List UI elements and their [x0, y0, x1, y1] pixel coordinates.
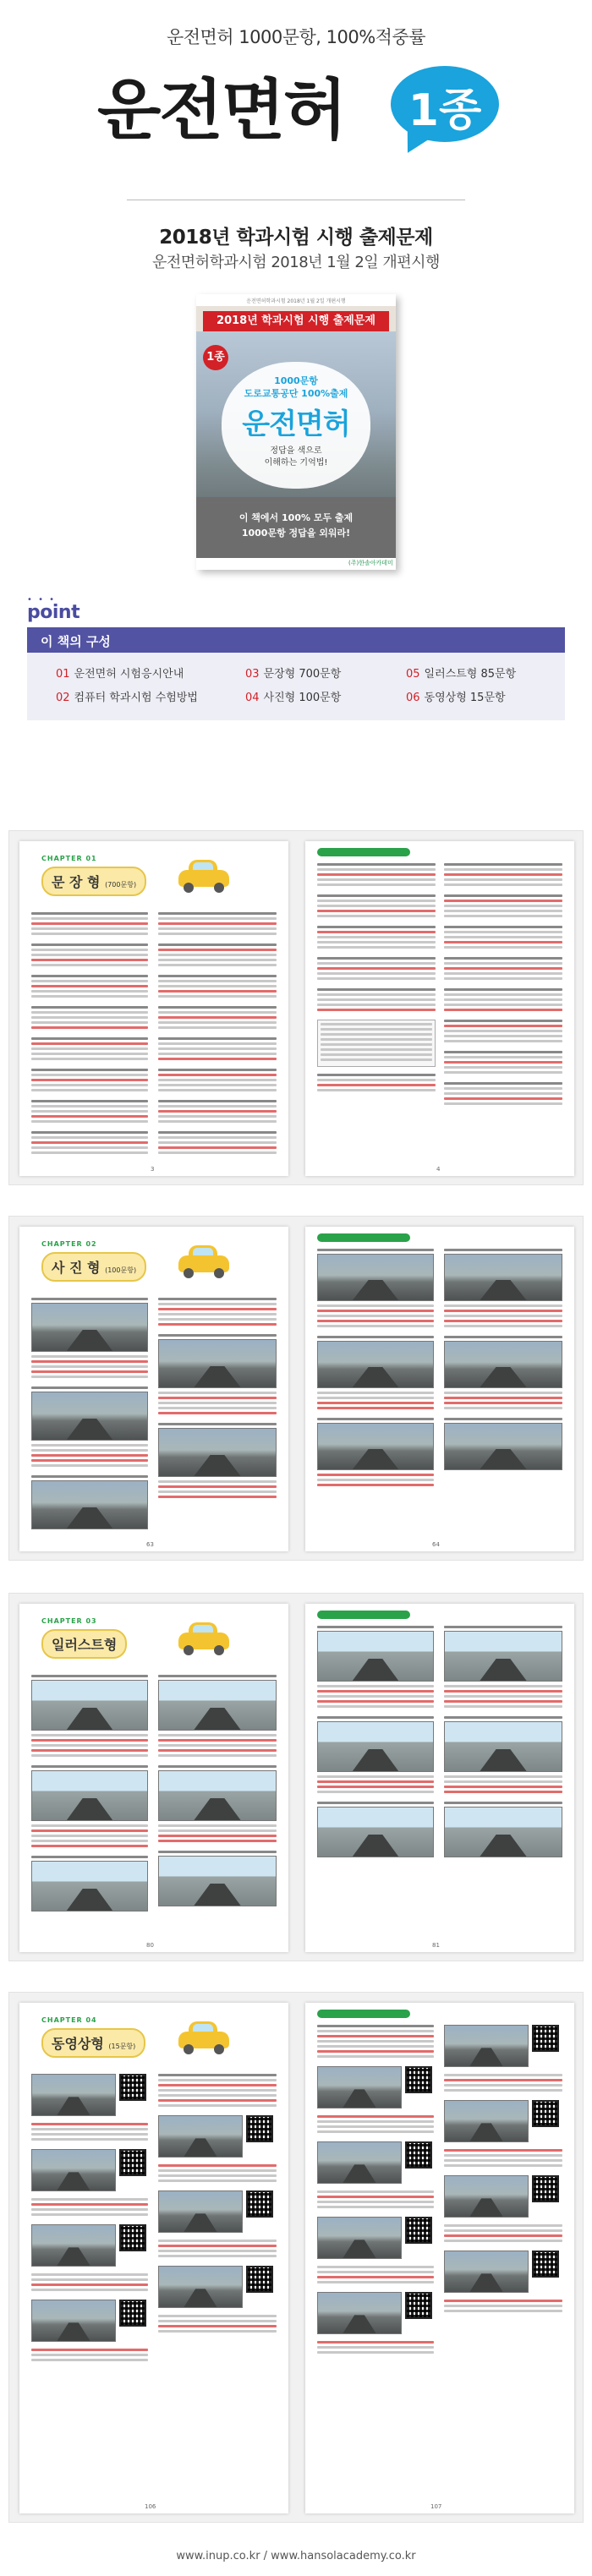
qr-code-icon [532, 2025, 559, 2052]
road-photo [158, 1339, 277, 1388]
sample-page-right [305, 2003, 574, 2513]
toc-heading: 이 책의 구성 [41, 634, 111, 649]
chapter-title: 문 장 형 (700문항) [41, 867, 146, 896]
qr-code-icon [246, 2115, 273, 2142]
qr-code-icon [119, 2149, 146, 2176]
road-photo [31, 1303, 148, 1352]
video-still [158, 2190, 243, 2233]
illustration [31, 1770, 148, 1821]
qr-code-icon [532, 2100, 559, 2127]
illustration [158, 1680, 277, 1731]
qr-code-icon [246, 2190, 273, 2218]
question-column [317, 863, 436, 1100]
sample-spread-chapter2 [8, 1216, 584, 1561]
publisher-logo: (주)한솔아카데미 [348, 560, 393, 566]
question-column [444, 1249, 562, 1474]
sample-spread-chapter4 [8, 1992, 584, 2523]
video-still [31, 2074, 116, 2116]
qr-code-icon [405, 2217, 432, 2244]
illustration [444, 1631, 562, 1682]
chapter-label: CHAPTER 02 [41, 1240, 97, 1248]
question-column [158, 912, 277, 1162]
illustration [444, 1807, 562, 1857]
qr-code-icon [532, 2175, 559, 2202]
video-still [31, 2149, 116, 2191]
illustration [31, 1861, 148, 1911]
page-header-strip [317, 848, 410, 856]
chapter-title: 사 진 형 (100문항) [41, 1252, 146, 1282]
qr-code-icon [405, 2066, 432, 2093]
cover-top-band: 운전면허학과시험 2018년 1월 2일 개편시행 [246, 298, 346, 304]
hero-badge: 1종 [408, 85, 482, 136]
video-still [444, 2025, 529, 2067]
page-number: 3 [151, 1166, 155, 1173]
toc-item: 05 일러스트형 85문항 [406, 668, 517, 681]
video-still [31, 2300, 116, 2342]
sample-page-left [19, 1604, 288, 1952]
illustration [158, 1856, 277, 1906]
video-still [317, 2141, 402, 2184]
video-question-column [317, 2025, 434, 2362]
illustration [317, 1807, 434, 1857]
question-column [31, 912, 148, 1162]
car-icon [172, 2016, 236, 2055]
cover-ribbon: 2018년 학과시험 시행 출제문제 [203, 311, 389, 331]
car-icon [172, 855, 236, 894]
cover-badge: 1종 [203, 345, 228, 370]
toc-item: 06 동영상형 15문항 [406, 692, 506, 704]
hero-subheadline: 운전면허학과시험 2018년 1월 2일 개편시행 [152, 254, 440, 271]
sample-page-right [305, 841, 574, 1176]
sample-spread-chapter1 [8, 830, 584, 1185]
question-column [444, 863, 562, 1113]
question-column [158, 1675, 277, 1910]
road-photo [317, 1423, 434, 1470]
question-column [31, 1298, 148, 1533]
illustration [317, 1721, 434, 1772]
explanation-box [317, 1020, 436, 1067]
sample-page-left [19, 2003, 288, 2513]
footer-url[interactable]: www.inup.co.kr / www.hansolacademy.co.kr [176, 2550, 416, 2562]
point-label: point [27, 602, 80, 623]
cover-line5: 이해하는 기억법! [264, 458, 328, 468]
video-still [317, 2217, 402, 2259]
qr-code-icon [405, 2141, 432, 2169]
qr-code-icon [405, 2292, 432, 2319]
chapter-label: CHAPTER 04 [41, 2016, 97, 2024]
video-question-column [444, 2025, 562, 2321]
road-photo [31, 1480, 148, 1529]
cover-bottom2: 1000문항 정답을 외워라! [241, 528, 351, 539]
toc-item: 04 사진형 100문항 [245, 692, 342, 704]
cover-bottom1: 이 책에서 100% 모두 출제 [238, 512, 354, 523]
book-cover-image [196, 294, 396, 570]
road-photo [158, 1428, 277, 1477]
qr-code-icon [119, 2224, 146, 2251]
car-icon [172, 1240, 236, 1279]
video-still [158, 2266, 243, 2308]
toc-item: 03 문장형 700문항 [245, 668, 342, 681]
cover-line4: 정답을 색으로 [270, 446, 322, 456]
road-photo [444, 1341, 562, 1388]
question-column [444, 1626, 562, 1861]
car-icon [172, 1617, 236, 1656]
page-number: 80 [146, 1942, 154, 1949]
sample-spread-chapter3 [8, 1593, 584, 1961]
illustration [317, 1631, 434, 1682]
video-still [158, 2115, 243, 2158]
question-column [317, 1249, 434, 1495]
cover-line1: 1000문항 [274, 375, 318, 386]
road-photo [444, 1423, 562, 1470]
video-still [317, 2292, 402, 2334]
qr-code-icon [119, 2074, 146, 2101]
video-question-column [31, 2074, 148, 2370]
video-still [444, 2251, 529, 2293]
page-header-strip [317, 1611, 410, 1619]
chapter-title: 동영상형 (15문항) [41, 2028, 145, 2058]
sample-page-left [19, 1227, 288, 1551]
question-column [158, 1298, 277, 1507]
qr-code-icon [246, 2266, 273, 2293]
page-number: 106 [145, 2503, 156, 2510]
point-dots: • • • [27, 595, 57, 604]
hero-subtitle: 운전면허 1000문항, 100%적중률 [166, 27, 426, 47]
road-photo [444, 1254, 562, 1301]
qr-code-icon [532, 2251, 559, 2278]
hero-title: 운전면허 [97, 73, 346, 149]
video-question-column [158, 2074, 277, 2341]
toc-item: 01 운전면허 시험응시안내 [56, 668, 184, 681]
qr-code-icon [119, 2300, 146, 2327]
toc-item: 02 컴퓨터 학과시험 수험방법 [56, 692, 198, 704]
page-number: 4 [436, 1166, 441, 1173]
illustration [158, 1770, 277, 1821]
page-number: 64 [432, 1541, 440, 1548]
cover-line2: 도로교통공단 100%출제 [244, 388, 348, 399]
sample-page-left [19, 841, 288, 1176]
chapter-label: CHAPTER 03 [41, 1617, 97, 1625]
illustration [31, 1680, 148, 1731]
toc-box [27, 653, 565, 720]
page-number: 107 [430, 2503, 442, 2510]
road-photo [317, 1341, 434, 1388]
chapter-title: 일러스트형 [41, 1629, 127, 1659]
hero-headline: 2018년 학과시험 시행 출제문제 [159, 227, 433, 249]
video-still [444, 2100, 529, 2142]
video-still [444, 2175, 529, 2218]
road-photo [31, 1392, 148, 1441]
chapter-label: CHAPTER 01 [41, 855, 97, 862]
sample-page-right [305, 1227, 574, 1551]
cover-title: 운전면허 [242, 407, 350, 441]
page-number: 81 [432, 1942, 440, 1949]
question-column [31, 1675, 148, 1915]
question-column [317, 1626, 434, 1861]
page-header-strip [317, 1233, 410, 1242]
road-photo [317, 1254, 434, 1301]
illustration [444, 1721, 562, 1772]
page-header-strip [317, 2010, 410, 2018]
video-still [317, 2066, 402, 2108]
page-number: 63 [146, 1541, 154, 1548]
sample-page-right [305, 1604, 574, 1952]
video-still [31, 2224, 116, 2267]
